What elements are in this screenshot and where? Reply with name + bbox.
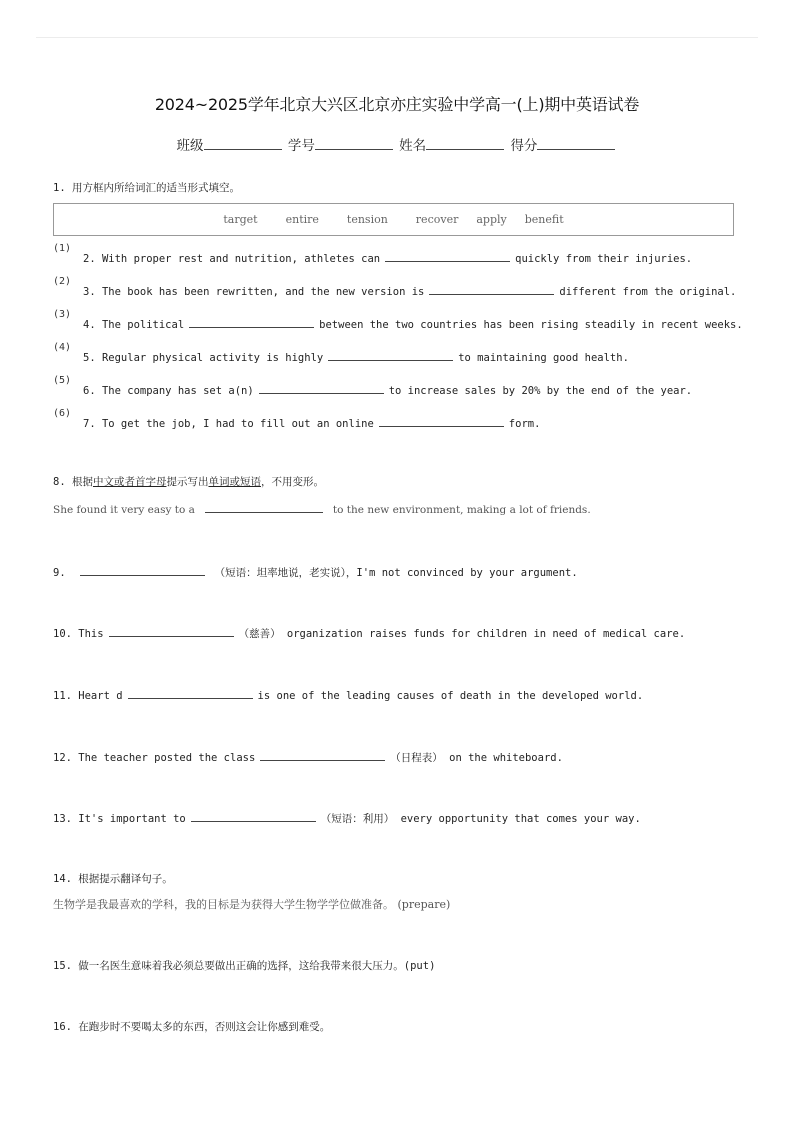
answer-blank[interactable]: [109, 624, 234, 637]
subquestion-text: to increase sales by 20% by the end of the year.: [388, 385, 693, 397]
class-blank[interactable]: [204, 135, 282, 150]
q16: 16. 在跑步时不要喝太多的东西，否则这会让你感到难受。: [53, 1021, 331, 1033]
q12: 12. The teacher posted the class （日程表） on the whiteboard.: [53, 748, 563, 765]
q13: 13. It's important to （短语：利用） every opportunity that comes your way.: [53, 809, 641, 826]
student-info-line: [0, 134, 794, 154]
q14-sentence: 生物学是我最喜欢的学科，我的目标是为获得大学生物学学位做准备。 (prepare): [53, 898, 451, 911]
score-blank[interactable]: [537, 135, 615, 150]
subquestion-text: 4. The political: [83, 319, 185, 331]
answer-blank[interactable]: [128, 686, 253, 699]
name-blank[interactable]: [426, 135, 504, 150]
q11: 11. Heart d is one of the leading causes of death in the developed world.: [53, 686, 643, 702]
header-rule: [36, 37, 758, 38]
word-bank-item: benefit: [524, 213, 564, 226]
subquestion-text: different from the original.: [559, 286, 737, 298]
subquestion-text: 7. To get the job, I had to fill out an online: [83, 418, 374, 430]
answer-blank[interactable]: [379, 414, 504, 427]
answer-blank[interactable]: [328, 348, 453, 361]
subquestion-text: 3. The book has been rewritten, and the new version is: [83, 286, 425, 298]
word-bank-item: recover: [415, 213, 459, 226]
q9: 9. （短语：坦率地说，老实说），I'm not convinced by your argument.: [53, 563, 578, 580]
answer-blank[interactable]: [191, 809, 316, 822]
class-label: 班级: [176, 138, 204, 154]
subquestion-number: (4): [53, 342, 72, 353]
q8-sentence: She found it very easy to a to the new environment, making a lot of friends.: [53, 500, 591, 516]
subquestion-number: (5): [53, 375, 72, 386]
answer-blank[interactable]: [80, 563, 205, 576]
subquestion-text: quickly from their injuries.: [515, 253, 693, 265]
subquestion-text: between the two countries has been rising steadily in recent weeks.: [319, 319, 743, 331]
subquestion-text: 2. With proper rest and nutrition, athletes can: [83, 253, 381, 265]
answer-blank[interactable]: [260, 748, 385, 761]
word-bank-item: apply: [476, 213, 507, 226]
word-bank-item: target: [223, 213, 258, 226]
q8-instruction: 8. 根据中文或者首字母提示写出单词或短语，不用变形。: [53, 476, 324, 488]
name-label: 姓名: [399, 138, 427, 154]
q15: 15. 做一名医生意味着我必须总要做出正确的选择，这给我带来很大压力。(put): [53, 960, 436, 972]
score-label: 得分: [510, 138, 538, 154]
underlined-text: 单词或短语: [208, 476, 261, 488]
answer-blank[interactable]: [259, 381, 384, 394]
subquestion-text: 6. The company has set a(n): [83, 385, 254, 397]
q10: 10. This （慈善） organization raises funds for children in need of medical care.: [53, 624, 685, 641]
answer-blank[interactable]: [189, 315, 314, 328]
page-title: 2024~2025学年北京大兴区北京亦庄实验中学高一(上)期中英语试卷: [154, 95, 640, 114]
id-blank[interactable]: [315, 135, 393, 150]
word-bank-item: entire: [285, 213, 319, 226]
answer-blank[interactable]: [385, 249, 510, 262]
subquestion-number: (2): [53, 276, 72, 287]
q14-instruction: 14. 根据提示翻译句子。: [53, 873, 173, 885]
subquestion-number: (3): [53, 309, 72, 320]
subquestion-text: form.: [508, 418, 541, 430]
subquestion-text: to maintaining good health.: [458, 352, 629, 364]
underlined-text: 中文或者首字母: [92, 476, 167, 488]
answer-blank[interactable]: [429, 282, 554, 295]
answer-blank[interactable]: [205, 500, 323, 513]
word-bank-box: [53, 203, 734, 236]
word-bank-item: tension: [346, 213, 388, 226]
q1-instruction: 1. 用方框内所给词汇的适当形式填空。: [53, 182, 240, 194]
subquestion-number: (6): [53, 408, 72, 419]
subquestion-number: (1): [53, 243, 72, 254]
id-label: 学号: [287, 138, 315, 154]
subquestion-text: 5. Regular physical activity is highly: [83, 352, 324, 364]
